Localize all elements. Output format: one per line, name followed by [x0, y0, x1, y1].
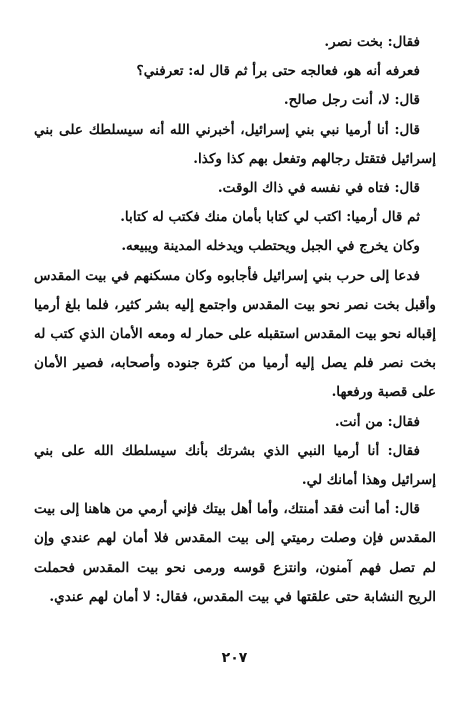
paragraph: فقال: من أنت. — [334, 413, 420, 430]
paragraph: قال: أما أنت فقد أمنتك، وأما أهل بيتك فإني أرمي من هاهنا إلى بيت المقدس فإن وصلت رميتي إلى بيت المقدس فلا أمان لهم عندي وإن لم تصل فهم آمنون، وانتزع قوسه ورمى نحو بيت المقدس فحملت الريح النشابة حتى علقتها في بيت المقدس، فقال: لا أمان لهم عندي. — [34, 501, 436, 605]
paragraph: قال: لا، أنت رجل صالح. — [283, 92, 420, 109]
paragraph: قال: فتاه في نفسه في ذاك الوقت. — [217, 180, 420, 197]
paragraph: فقال: بخت نصر. — [324, 34, 420, 50]
body-text — [34, 28, 436, 612]
paragraph: قال: أنا أرميا نبي بني إسرائيل، أخبرني الله أنه سيسلطك على بني إسرائيل فتقتل رجالهم وتفعل بهم كذا وكذا. — [34, 121, 436, 167]
paragraph: فقال: أنا أرميا النبي الذي بشرتك بأنك سيسلطك الله على بني إسرائيل وهذا أمانك لي. — [34, 442, 436, 489]
page-number: ٢٠٧ — [221, 650, 248, 666]
paragraph: فدعا إلى حرب بني إسرائيل فأجابوه وكان مسكنهم في بيت المقدس وأقبل بخت نصر نحو بيت المقدس واجتمع إليه بشر كثير، فلما بلغ أرميا إقباله نحو بيت المقدس استقبله على حمار له ومعه الأمان الذي كتب له بخت نصر فلم يصل إليه أرميا من كثرة جنوده وأصحابه، فصير الأمان على قصبة ورفعها. — [34, 267, 436, 401]
paragraph: فعرفه أنه هو، فعالجه حتى برأ ثم قال له: تعرفني؟ — [136, 63, 420, 80]
paragraph: وكان يخرج في الجبل ويحتطب ويدخله المدينة ويبيعه. — [121, 238, 420, 255]
paragraph: ثم قال أرميا: اكتب لي كتابا بأمان منك فكتب له كتابا. — [120, 209, 420, 226]
